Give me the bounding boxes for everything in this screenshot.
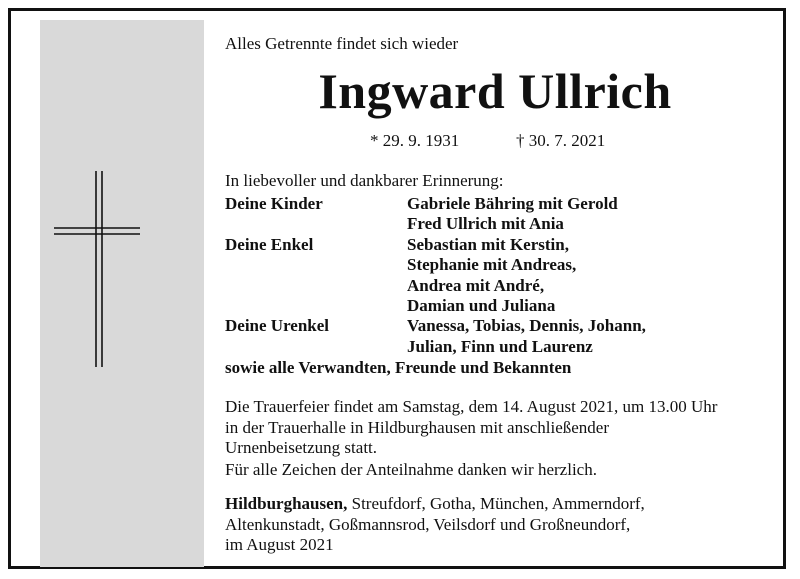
ceremony-line: Urnenbeisetzung statt. <box>225 438 378 457</box>
family-name: Vanessa, Tobias, Dennis, Johann, <box>407 316 646 336</box>
closing-line: sowie alle Verwandten, Freunde und Bekannten <box>225 358 572 377</box>
ceremony-line: in der Trauerhalle in Hildburghausen mit anschließender <box>225 417 609 437</box>
family-name: Gabriele Bähring mit Gerold <box>407 194 618 213</box>
ceremony-info <box>225 397 785 459</box>
family-row <box>225 194 646 235</box>
deceased-name: Ingward Ullrich <box>318 63 672 119</box>
signoff-place: Hildburghausen, <box>225 494 348 513</box>
birth-date: * 29. 9. 1931 <box>370 131 460 150</box>
family-name: Stephanie mit Andreas, <box>407 255 577 275</box>
death-date: † 30. 7. 2021 <box>516 131 606 150</box>
signoff <box>225 494 785 556</box>
signoff-text: Streufdorf, Gotha, München, Ammerndorf, <box>347 494 645 513</box>
family-name: Andrea mit André, <box>407 275 545 295</box>
family-list <box>225 194 646 357</box>
family-names <box>407 316 646 357</box>
family-names <box>407 235 576 317</box>
family-name: Damian und Juliana <box>407 296 556 316</box>
signoff-date: im August 2021 <box>225 535 334 554</box>
signoff-line: Altenkunstadt, Goßmannsrod, Veilsdorf und Großneundorf, <box>225 514 631 534</box>
ceremony-line: Die Trauerfeier findet am Samstag, dem 14. August 2021, um 13.00 Uhr <box>225 397 718 416</box>
family-name: Julian, Finn und Laurenz <box>407 336 593 356</box>
family-names <box>407 194 618 235</box>
motto: Alles Getrennte findet sich wieder <box>225 34 459 53</box>
thanks-line: Für alle Zeichen der Anteilnahme danken wir herzlich. <box>225 460 597 479</box>
family-name: Fred Ullrich mit Ania <box>407 214 564 234</box>
relation-label: Deine Enkel <box>225 234 314 254</box>
family-row <box>225 316 646 357</box>
family-row <box>225 235 646 317</box>
relation-label: Deine Urenkel <box>225 316 330 336</box>
signoff-line <box>225 494 785 515</box>
remembrance-intro: In liebevoller und dankbarer Erinnerung: <box>225 171 504 190</box>
relation-label: Deine Kinder <box>225 194 323 213</box>
family-name: Sebastian mit Kerstin, <box>407 234 569 254</box>
